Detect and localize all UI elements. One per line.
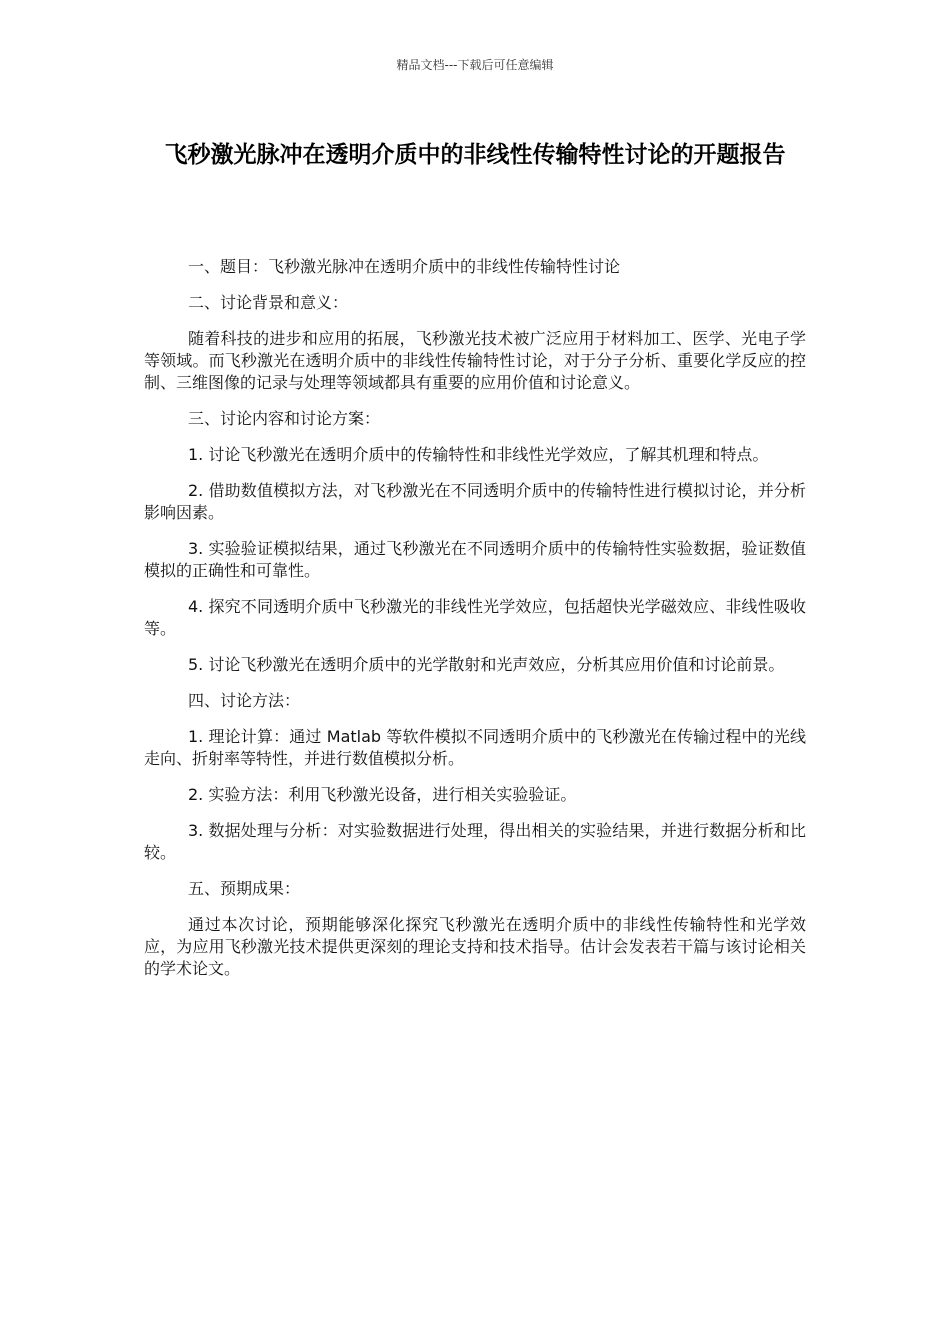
- section-heading-outcomes: 五、预期成果：: [188, 879, 301, 898]
- section-heading-methods: 四、讨论方法：: [188, 691, 301, 710]
- section-heading-background: 二、讨论背景和意义：: [188, 293, 349, 312]
- page-header: 精品文档---下载后可任意编辑: [396, 58, 554, 72]
- content-item-1: 1. 讨论飞秒激光在透明介质中的传输特性和非线性光学效应，了解其机理和特点。: [188, 445, 769, 464]
- section-heading-topic: 一、题目：飞秒激光脉冲在透明介质中的非线性传输特性讨论: [188, 257, 621, 276]
- content-item-3: 3. 实验验证模拟结果，通过飞秒激光在不同透明介质中的传输特性实验数据，验证数值模拟的正确性和可靠性。: [144, 539, 806, 580]
- content-item-2: 2. 借助数值模拟方法，对飞秒激光在不同透明介质中的传输特性进行模拟讨论，并分析影响因素。: [144, 481, 806, 522]
- method-item-2: 2. 实验方法：利用飞秒激光设备，进行相关实验验证。: [188, 785, 577, 804]
- content-item-5: 5. 讨论飞秒激光在透明介质中的光学散射和光声效应，分析其应用价值和讨论前景。: [188, 655, 785, 674]
- document-body: [144, 256, 806, 994]
- method-item-3: 3. 数据处理与分析：对实验数据进行处理，得出相关的实验结果，并进行数据分析和比较。: [144, 821, 806, 862]
- section-heading-content: 三、讨论内容和讨论方案：: [188, 409, 381, 428]
- content-item-4: 4. 探究不同透明介质中飞秒激光的非线性光学效应，包括超快光学磁效应、非线性吸收等。: [144, 597, 806, 638]
- background-paragraph: 随着科技的进步和应用的拓展，飞秒激光技术被广泛应用于材料加工、医学、光电子学等领域。而飞秒激光在透明介质中的非线性传输特性讨论，对于分子分析、重要化学反应的控制、三维图像的记录与处理等领域都具有重要的应用价值和讨论意义。: [144, 329, 806, 392]
- method-item-1: 1. 理论计算：通过 Matlab 等软件模拟不同透明介质中的飞秒激光在传输过程中的光线走向、折射率等特性，并进行数值模拟分析。: [144, 727, 806, 768]
- outcomes-paragraph: 通过本次讨论，预期能够深化探究飞秒激光在透明介质中的非线性传输特性和光学效应，为应用飞秒激光技术提供更深刻的理论支持和技术指导。估计会发表若干篇与该讨论相关的学术论文。: [144, 915, 806, 978]
- document-title: 飞秒激光脉冲在透明介质中的非线性传输特性讨论的开题报告: [164, 142, 786, 168]
